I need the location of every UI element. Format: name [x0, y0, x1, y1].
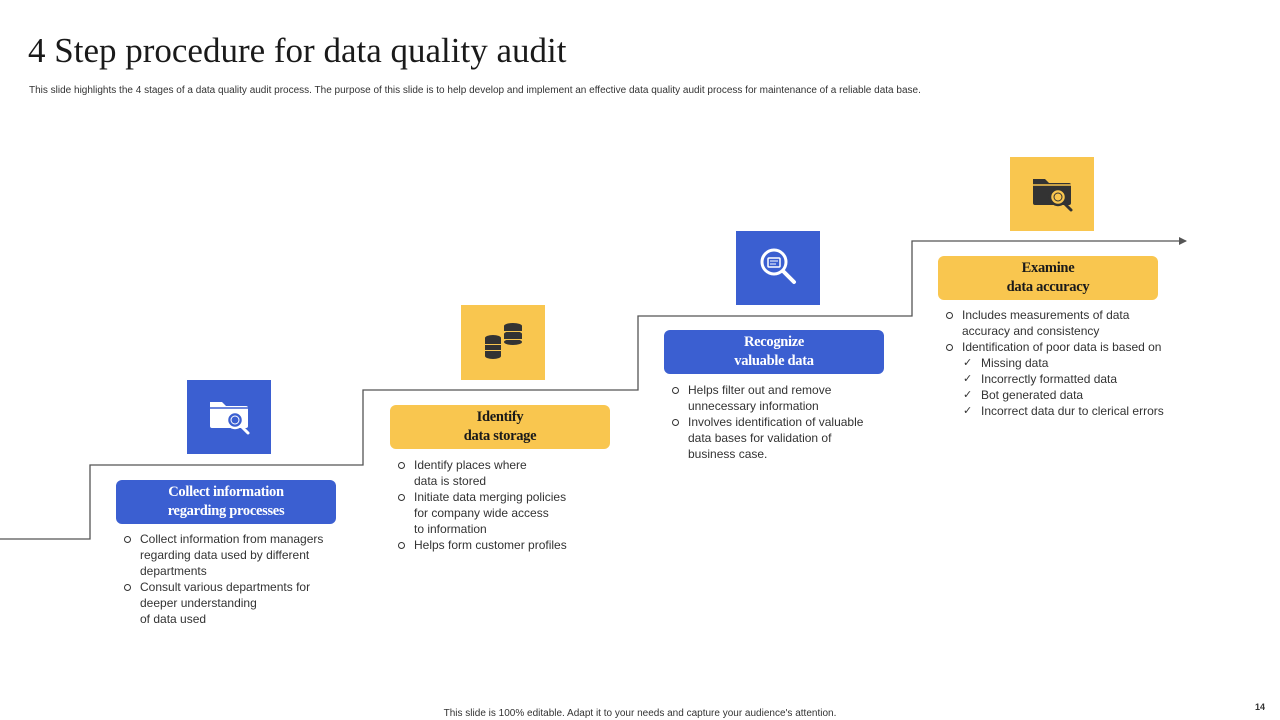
folder-search-icon	[1030, 170, 1074, 219]
step3-label	[664, 330, 884, 374]
step4-label-line2: data accuracy	[1006, 279, 1090, 295]
step3-icon-box	[736, 231, 820, 305]
step2-bullet-list	[396, 457, 636, 553]
step4-check-item: ✓ Missing data	[944, 355, 1224, 371]
step4-label	[938, 256, 1158, 300]
step1-bullet-continuation: of data used	[140, 612, 207, 626]
step4-check-item: ✓ Incorrect data dur to clerical errors	[944, 403, 1224, 419]
step3-bullet-continuation: data bases for validation of	[688, 431, 832, 445]
folder-search-icon	[207, 393, 251, 442]
step4-bullet: Identification of poor data is based on	[944, 339, 1224, 355]
step1-icon-box	[187, 380, 271, 454]
step1-bullet-continuation: deeper understanding	[140, 596, 257, 610]
step1-bullet: Collect information from managers	[122, 531, 372, 547]
step4-label-line1: Examine	[1021, 260, 1075, 276]
step1-label-line1: Collect information	[168, 484, 284, 500]
step2-label-line1: Identify	[476, 409, 524, 425]
slide-subtitle: This slide highlights the 4 stages of a data quality audit process. The purpose of this slide is to help develop and implement an effective data quality audit process for maintenance of a reliable data base.	[29, 85, 921, 96]
slide-title: 4 Step procedure for data quality audit	[28, 31, 567, 70]
step4-icon-box	[1010, 157, 1094, 231]
step3-bullet-continuation: business case.	[688, 447, 768, 461]
step4-bullet-list	[944, 307, 1224, 419]
magnifier-search-icon	[756, 244, 800, 293]
step4-check-item: ✓ Bot generated data	[944, 387, 1224, 403]
step1-bullet-list	[122, 531, 372, 627]
step2-bullet: Initiate data merging policies	[396, 489, 636, 505]
step2-bullet-continuation: for company wide access	[414, 506, 549, 520]
step2-bullet: Identify places where	[396, 457, 636, 473]
step4-bullet: Includes measurements of data	[944, 307, 1224, 323]
step1-bullet-continuation: regarding data used by different	[140, 548, 310, 562]
slide-footer: This slide is 100% editable. Adapt it to your needs and capture your audience's attention.	[443, 708, 837, 719]
step2-icon-box	[461, 305, 545, 380]
step3-label-line2: valuable data	[734, 353, 814, 369]
step2-bullet-continuation: data is stored	[414, 474, 487, 488]
step3-label-line1: Recognize	[743, 334, 805, 350]
step4-bullet-continuation: accuracy and consistency	[962, 324, 1100, 338]
page-number: 14	[1254, 702, 1265, 712]
step3-bullet: Involves identification of valuable	[670, 414, 915, 430]
step2-bullet-continuation: to information	[414, 522, 487, 536]
step3-bullet: Helps filter out and remove	[670, 382, 915, 398]
step1-bullet: Consult various departments for	[122, 579, 372, 595]
step3-bullet-continuation: unnecessary information	[688, 399, 819, 413]
step2-bullet: Helps form customer profiles	[396, 537, 636, 553]
database-storage-icon	[481, 318, 525, 367]
step1-bullet-continuation: departments	[140, 564, 207, 578]
step1-label-line2: regarding processes	[167, 503, 285, 519]
step1-label	[116, 480, 336, 524]
step2-label	[390, 405, 610, 449]
step3-bullet-list	[670, 382, 915, 462]
step2-label-line2: data storage	[463, 428, 537, 444]
step4-check-item: ✓ Incorrectly formatted data	[944, 371, 1224, 387]
